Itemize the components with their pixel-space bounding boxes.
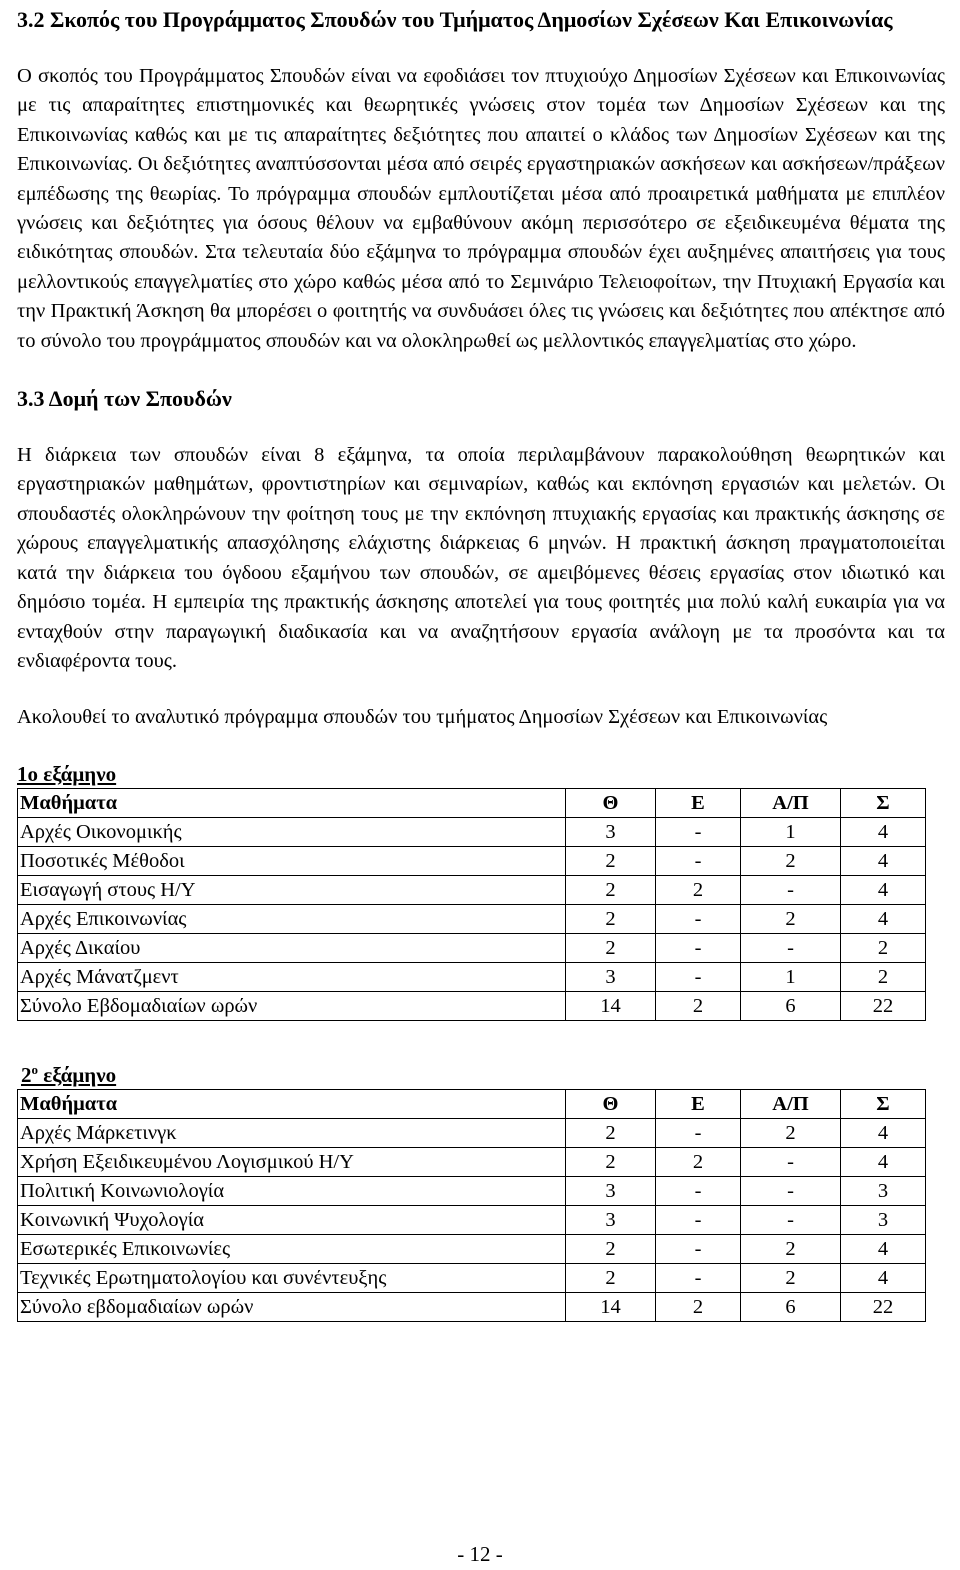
theory-hours-cell: 2: [566, 933, 656, 962]
practice-hours-cell: -: [741, 1147, 841, 1176]
total-hours-cell: 3: [841, 1205, 926, 1234]
semester-1-rows: [18, 817, 926, 1020]
lab-hours-cell: -: [656, 1263, 741, 1292]
table-header-row: [18, 1089, 926, 1118]
column-header-practice: Α/Π: [741, 788, 841, 817]
course-name-cell: Ποσοτικές Μέθοδοι: [18, 846, 566, 875]
course-name-cell: Πολιτική Κοινωνιολογία: [18, 1176, 566, 1205]
total-hours-cell: 4: [841, 904, 926, 933]
lab-hours-cell: -: [656, 817, 741, 846]
table-row: [18, 817, 926, 846]
lab-hours-cell: -: [656, 1118, 741, 1147]
semester-1-table: [17, 788, 926, 1021]
table-row: [18, 1205, 926, 1234]
section-3-2-title: 3.2 Σκοπός του Προγράμματος Σπουδών του Τμήματος Δημοσίων Σχέσεων Και Επικοινωνίας: [17, 7, 893, 32]
document-page: [17, 4, 945, 1322]
theory-hours-cell: 2: [566, 1263, 656, 1292]
page-number: - 12 -: [457, 1542, 503, 1566]
theory-hours-cell: 2: [566, 1147, 656, 1176]
semester-2-number: 2: [21, 1062, 32, 1087]
semester-2-label: εξάμηνο: [38, 1062, 117, 1087]
practice-hours-cell: 2: [741, 1234, 841, 1263]
lab-hours-cell: 2: [656, 991, 741, 1020]
course-name-cell: Σύνολο εβδομαδιαίων ωρών: [18, 1292, 566, 1321]
course-name-cell: Τεχνικές Ερωτηματολογίου και συνέντευξης: [18, 1263, 566, 1292]
practice-hours-cell: 6: [741, 991, 841, 1020]
theory-hours-cell: 2: [566, 846, 656, 875]
theory-hours-cell: 2: [566, 904, 656, 933]
column-header-courses: Μαθήματα: [18, 1089, 566, 1118]
course-name-cell: Αρχές Δικαίου: [18, 933, 566, 962]
course-name-cell: Κοινωνική Ψυχολογία: [18, 1205, 566, 1234]
table-header-row: [18, 788, 926, 817]
theory-hours-cell: 14: [566, 1292, 656, 1321]
theory-hours-cell: 3: [566, 817, 656, 846]
table-row: [18, 1118, 926, 1147]
practice-hours-cell: 2: [741, 904, 841, 933]
practice-hours-cell: -: [741, 1205, 841, 1234]
table-row: [18, 962, 926, 991]
theory-hours-cell: 2: [566, 875, 656, 904]
column-header-practice: Α/Π: [741, 1089, 841, 1118]
table-row: [18, 1292, 926, 1321]
total-hours-cell: 4: [841, 846, 926, 875]
section-3-2-paragraph: Ο σκοπός του Προγράμματος Σπουδών είναι να εφοδιάσει τον πτυχιούχο Δημοσίων Σχέσεων και Επικοινωνίας με τις απαραίτητες επιστημονικές και θεωρητικές γνώσεις στον τομέα των Δημοσίων Σχέσεων και της Επικοινωνίας καθώς και με τις απαραίτητες δεξιότητες που απαιτεί ο κλάδος των Δημοσίων Σχέσεων και της Επικοινωνίας. Οι δεξιότητες αναπτύσσονται μέσα από σειρές εργαστηριακών ασκήσεων και ασκήσεων/πράξεων εμπέδωσης της θεωρίας. Το πρόγραμμα σπουδών εμπλουτίζεται μέσα από προαιρετικά μαθήματα με επιπλέον γνώσεις και δεξιότητες για όσους θέλουν να εμβαθύνουν ακόμη περισσότερο σε εξειδικευμένα θέματα της ειδικότητας σπουδών. Στα τελευταία δύο εξάμηνα το πρόγραμμα σπουδών έχει αυξημένες απαιτήσεις για τους μελλοντικούς επαγγελματίες στο χώρο καθώς μέσα από το Σεμινάριο Τελειοφοίτων, την Πτυχιακή Εργασία και την Πρακτική Άσκηση θα μπορέσει ο φοιτητής να συνδυάσει όλες τις γνώσεις και δεξιότητες που απέκτησε από το σύνολο του προγράμματος σπουδών και να ολοκληρωθεί ως μελλοντικός επαγγελματίας στο χώρο.: [17, 65, 945, 352]
course-name-cell: Εσωτερικές Επικοινωνίες: [18, 1234, 566, 1263]
course-name-cell: Χρήση Εξειδικευμένου Λογισμικού Η/Υ: [18, 1147, 566, 1176]
total-hours-cell: 2: [841, 933, 926, 962]
column-header-total: Σ: [841, 1089, 926, 1118]
column-header-lab: Ε: [656, 1089, 741, 1118]
table-row: [18, 1234, 926, 1263]
lab-hours-cell: 2: [656, 1292, 741, 1321]
curriculum-intro: Ακολουθεί το αναλυτικό πρόγραμμα σπουδών του τμήματος Δημοσίων Σχέσεων και Επικοινωνίας: [17, 706, 828, 729]
lab-hours-cell: 2: [656, 875, 741, 904]
course-name-cell: Εισαγωγή στους Η/Υ: [18, 875, 566, 904]
total-hours-cell: 3: [841, 1176, 926, 1205]
table-row: [18, 875, 926, 904]
semester-2-ordinal: ο: [31, 1061, 38, 1077]
practice-hours-cell: -: [741, 875, 841, 904]
column-header-courses: Μαθήματα: [18, 788, 566, 817]
semester-2-rows: [18, 1118, 926, 1321]
lab-hours-cell: -: [656, 933, 741, 962]
theory-hours-cell: 3: [566, 962, 656, 991]
total-hours-cell: 4: [841, 1118, 926, 1147]
theory-hours-cell: 14: [566, 991, 656, 1020]
practice-hours-cell: 2: [741, 1263, 841, 1292]
theory-hours-cell: 2: [566, 1234, 656, 1263]
column-header-lab: Ε: [656, 788, 741, 817]
course-name-cell: Αρχές Μάνατζμεντ: [18, 962, 566, 991]
table-row: [18, 991, 926, 1020]
column-header-theory: Θ: [566, 1089, 656, 1118]
practice-hours-cell: -: [741, 933, 841, 962]
lab-hours-cell: -: [656, 904, 741, 933]
table-row: [18, 1263, 926, 1292]
lab-hours-cell: -: [656, 1176, 741, 1205]
lab-hours-cell: -: [656, 1205, 741, 1234]
course-name-cell: Σύνολο Εβδομαδιαίων ωρών: [18, 991, 566, 1020]
column-header-theory: Θ: [566, 788, 656, 817]
column-header-total: Σ: [841, 788, 926, 817]
practice-hours-cell: 6: [741, 1292, 841, 1321]
table-row: [18, 1147, 926, 1176]
theory-hours-cell: 2: [566, 1118, 656, 1147]
practice-hours-cell: 2: [741, 1118, 841, 1147]
table-row: [18, 933, 926, 962]
practice-hours-cell: 1: [741, 817, 841, 846]
total-hours-cell: 4: [841, 1147, 926, 1176]
table-row: [18, 904, 926, 933]
total-hours-cell: 4: [841, 1263, 926, 1292]
theory-hours-cell: 3: [566, 1205, 656, 1234]
total-hours-cell: 4: [841, 1234, 926, 1263]
table-row: [18, 846, 926, 875]
practice-hours-cell: 2: [741, 846, 841, 875]
total-hours-cell: 22: [841, 991, 926, 1020]
course-name-cell: Αρχές Μάρκετινγκ: [18, 1118, 566, 1147]
total-hours-cell: 4: [841, 817, 926, 846]
practice-hours-cell: -: [741, 1176, 841, 1205]
semester-1-title: 1ο εξάμηνο: [17, 761, 117, 786]
lab-hours-cell: -: [656, 1234, 741, 1263]
practice-hours-cell: 1: [741, 962, 841, 991]
theory-hours-cell: 3: [566, 1176, 656, 1205]
lab-hours-cell: 2: [656, 1147, 741, 1176]
course-name-cell: Αρχές Οικονομικής: [18, 817, 566, 846]
lab-hours-cell: -: [656, 846, 741, 875]
total-hours-cell: 22: [841, 1292, 926, 1321]
total-hours-cell: 4: [841, 875, 926, 904]
table-row: [18, 1176, 926, 1205]
semester-2-title: [21, 1061, 945, 1089]
section-3-3-title: 3.3 Δομή των Σπουδών: [17, 386, 232, 412]
total-hours-cell: 2: [841, 962, 926, 991]
course-name-cell: Αρχές Επικοινωνίας: [18, 904, 566, 933]
semester-2-table: [17, 1089, 926, 1322]
section-3-3-paragraph: Η διάρκεια των σπουδών είναι 8 εξάμηνα, τα οποία περιλαμβάνουν παρακολούθηση θεωρητικών και εργαστηριακών μαθημάτων, φροντιστηρίων και σεμιναρίων, καθώς και εκπόνηση εργασιών και μελετών. Οι σπουδαστές ολοκληρώνουν την φοίτηση τους με την εκπόνηση πτυχιακής εργασίας και πρακτικής άσκησης σε χώρους επαγγελματικής απασχόλησης ελάχιστης διάρκειας 6 μηνών. Η πρακτική άσκηση πραγματοποιείται κατά την διάρκεια του όγδοου εξαμήνου των σπουδών, σε αμειβόμενες θέσεις εργασίας στον ιδιωτικό και δημόσιο τομέα. Η εμπειρία της πρακτικής άσκησης αποτελεί για τους φοιτητές μια πολύ καλή ευκαιρία για να ενταχθούν στην παραγωγική διαδικασία και να αναζητήσουν εργασία ανάλογη με τα προσόντα και τα ενδιαφέροντα τους.: [17, 444, 945, 672]
lab-hours-cell: -: [656, 962, 741, 991]
